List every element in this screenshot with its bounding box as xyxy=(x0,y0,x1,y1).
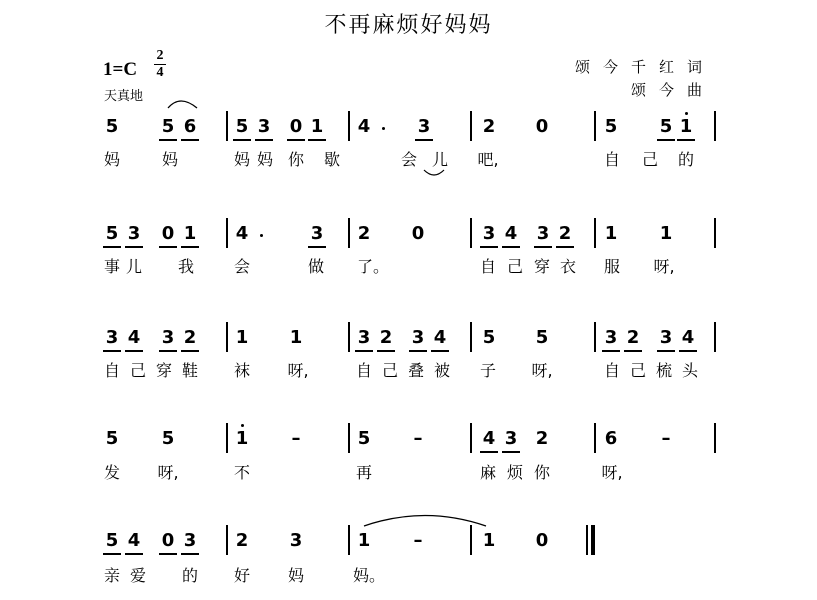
note: 3 xyxy=(308,224,326,248)
lyric: 自 xyxy=(603,150,620,169)
lyric: 事 xyxy=(103,257,120,276)
note: 3 xyxy=(159,328,177,352)
lyric: 呀, xyxy=(157,463,179,482)
lyric: 叠 xyxy=(407,361,424,380)
note: 1 xyxy=(308,117,326,141)
note: 6 xyxy=(181,117,199,141)
lyric: 自 xyxy=(479,257,496,276)
note: 5 xyxy=(482,327,496,348)
lyric: 穿 xyxy=(533,257,550,276)
note: 3 xyxy=(255,117,273,141)
note: 5 xyxy=(161,428,175,449)
note: 0 xyxy=(159,224,177,248)
lyric: 会 xyxy=(233,257,250,276)
lyric: 你 xyxy=(287,150,304,169)
lyric: 呀, xyxy=(653,257,675,276)
lyric: 做 xyxy=(307,257,324,276)
lyric: 己 xyxy=(641,150,658,169)
lyric: 再 xyxy=(355,463,372,482)
note: 2 xyxy=(556,224,574,248)
lyric: 呀, xyxy=(531,361,553,380)
time-signature-top: 2 xyxy=(156,48,164,63)
lyric: 了。 xyxy=(357,257,390,276)
lyric: 烦 xyxy=(506,463,523,482)
note: 5 xyxy=(233,117,251,141)
note: 5 xyxy=(535,327,549,348)
composer-credit: 颂今曲 xyxy=(630,81,715,99)
note: 4 xyxy=(125,531,143,555)
note: 0 xyxy=(287,117,305,141)
page-title: 不再麻烦好妈妈 xyxy=(324,13,493,38)
lyric: 服 xyxy=(603,257,620,276)
note: 3 xyxy=(125,224,143,248)
lyric: 你 xyxy=(533,463,550,482)
note: – xyxy=(413,530,423,551)
lyric: 子 xyxy=(479,361,496,380)
note: 5 xyxy=(357,428,371,449)
note: 3 xyxy=(289,530,303,551)
note: 5 xyxy=(159,117,177,141)
lyric: 妈 xyxy=(256,150,273,169)
lyric: 鞋 xyxy=(181,361,198,380)
note: 3 xyxy=(534,224,552,248)
lyric: 我 xyxy=(177,257,194,276)
lyric: 梳 xyxy=(655,361,672,380)
note: 0 xyxy=(159,531,177,555)
note: 1 xyxy=(235,327,249,348)
note: 1 xyxy=(604,223,618,244)
lyric: 歇 xyxy=(323,150,340,169)
lyric: 不 xyxy=(233,463,250,482)
lyric: 好 xyxy=(233,566,250,585)
lyric: 被 xyxy=(433,361,450,380)
note: 3 xyxy=(657,328,675,352)
note: 0 xyxy=(411,223,425,244)
lyric: 的 xyxy=(181,566,198,585)
slur-row5 xyxy=(364,516,486,527)
note: 1 xyxy=(289,327,303,348)
note: – xyxy=(291,428,301,449)
note: 4 xyxy=(431,328,449,352)
lyric: 衣 xyxy=(559,257,576,276)
note: 5 xyxy=(657,117,675,141)
note: 2 xyxy=(624,328,642,352)
note: 4 xyxy=(480,429,498,453)
key-signature: 1=C xyxy=(103,59,138,80)
note: 5 xyxy=(103,224,121,248)
note: 3 xyxy=(181,531,199,555)
note: 3 xyxy=(415,117,433,141)
tempo-mark: 天真地 xyxy=(104,89,144,104)
lyric: 吧, xyxy=(477,150,499,169)
note: 5 xyxy=(604,116,618,137)
note: 2 xyxy=(377,328,395,352)
note: 5 xyxy=(103,531,121,555)
lyric: 儿 xyxy=(125,257,142,276)
note: 3 xyxy=(103,328,121,352)
lyric: 爱 xyxy=(129,566,146,585)
slur-row1-lyric xyxy=(424,170,444,175)
lyric: 自 xyxy=(103,361,120,380)
lyric: 自 xyxy=(355,361,372,380)
note: 1 xyxy=(235,428,249,449)
lyric: 穿 xyxy=(155,361,172,380)
note: 3 xyxy=(602,328,620,352)
note: 1 xyxy=(677,117,695,141)
lyric: 呀, xyxy=(287,361,309,380)
lyric: 袜 xyxy=(233,361,250,380)
lyric: 妈 xyxy=(103,150,120,169)
note: 2 xyxy=(357,223,371,244)
slur-row1 xyxy=(168,101,197,108)
note: 4 xyxy=(125,328,143,352)
note: 2 xyxy=(235,530,249,551)
lyric: 自 xyxy=(603,361,620,380)
lyric: 的 xyxy=(677,150,694,169)
note: 4 xyxy=(679,328,697,352)
note: 5 xyxy=(105,428,119,449)
lyric: 头 xyxy=(681,361,698,380)
lyric: 会 xyxy=(400,150,417,169)
note: 3 xyxy=(502,429,520,453)
lyric: 己 xyxy=(381,361,398,380)
note: 3 xyxy=(355,328,373,352)
note: 5 xyxy=(105,116,119,137)
lyric: 妈 xyxy=(287,566,304,585)
time-signature-bottom: 4 xyxy=(156,65,164,80)
lyric: 麻 xyxy=(479,463,496,482)
lyric: 己 xyxy=(629,361,646,380)
note: 3 xyxy=(480,224,498,248)
lyric: 己 xyxy=(129,361,146,380)
lyric: 发 xyxy=(103,463,120,482)
note: 1 xyxy=(482,530,496,551)
note: 3 xyxy=(409,328,427,352)
note: 2 xyxy=(181,328,199,352)
lyric: 己 xyxy=(506,257,523,276)
lyric: 妈 xyxy=(161,150,178,169)
note: 6 xyxy=(604,428,618,449)
note: 4 xyxy=(357,116,371,137)
lyric: 呀, xyxy=(601,463,623,482)
note: – xyxy=(661,428,671,449)
note: 1 xyxy=(357,530,371,551)
note: 4 xyxy=(502,224,520,248)
note: 0 xyxy=(535,530,549,551)
note: – xyxy=(413,428,423,449)
note: 0 xyxy=(535,116,549,137)
note: 1 xyxy=(659,223,673,244)
lyric: 儿 xyxy=(431,150,448,169)
note: 2 xyxy=(482,116,496,137)
lyric: 亲 xyxy=(103,566,120,585)
lyricist-credit: 颂今千红词 xyxy=(574,58,715,76)
lyric: 妈 xyxy=(233,150,250,169)
note: 1 xyxy=(181,224,199,248)
note: 2 xyxy=(535,428,549,449)
lyric: 妈。 xyxy=(353,566,386,585)
note: 4 xyxy=(235,223,249,244)
